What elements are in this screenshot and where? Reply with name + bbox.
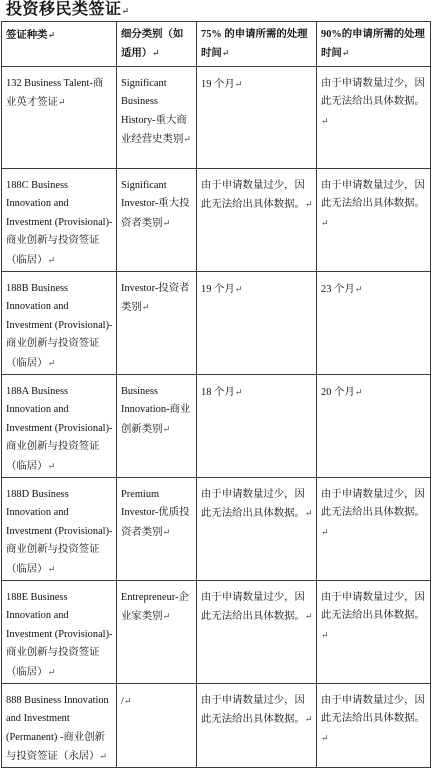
cell-subclass: Business Innovation-商业创新类别↵: [117, 375, 197, 478]
cell-subclass: Significant Investor-重大投资者类别↵: [117, 169, 197, 272]
table-row: [2, 169, 431, 272]
cell-subclass: Investor-投资者类别↵: [117, 272, 197, 375]
cell-75-percent: 19 个月↵: [197, 272, 317, 375]
cell-visa-type: 188A Business Innovation and Investment (Provisional)-商业创新与投资签证（临居）↵: [2, 375, 117, 478]
cell-90-percent: 由于申请数量过少，因此无法给出具体数据。↵: [317, 67, 431, 169]
cell-75-percent: 由于申请数量过少，因此无法给出具体数据。↵: [197, 581, 317, 684]
header-visa-type: 签证种类↵: [2, 22, 117, 67]
cell-90-percent: 23 个月↵: [317, 272, 431, 375]
header-90-percent: 90%的申请所需的处理时间↵: [317, 22, 431, 67]
cell-subclass: /↵: [117, 684, 197, 768]
cell-visa-type: 188B Business Innovation and Investment (Provisional)-商业创新与投资签证（临居）↵: [2, 272, 117, 375]
page-title: 投资移民类签证↵: [6, 1, 130, 18]
table-row: [2, 684, 431, 768]
cell-90-percent: 由于申请数量过少，因此无法给出具体数据。↵: [317, 581, 431, 684]
cell-75-percent: 19 个月↵: [197, 67, 317, 169]
cell-90-percent: 由于申请数量过少，因此无法给出具体数据。↵: [317, 169, 431, 272]
cell-visa-type: 888 Business Innovation and Investment (Permanent) -商业创新与投资签证（永居）↵: [2, 684, 117, 768]
cell-visa-type: 188E Business Innovation and Investment (Provisional)-商业创新与投资签证（临居）↵: [2, 581, 117, 684]
table-row: [2, 375, 431, 478]
cell-90-percent: 由于申请数量过少，因此无法给出具体数据。↵: [317, 684, 431, 768]
cell-75-percent: 由于申请数量过少，因此无法给出具体数据。↵: [197, 684, 317, 768]
table-header-row: [2, 22, 431, 67]
cell-subclass: Significant Business History-重大商业经营史类别↵: [117, 67, 197, 169]
table-row: [2, 478, 431, 581]
cell-90-percent: 由于申请数量过少，因此无法给出具体数据。↵: [317, 478, 431, 581]
cell-75-percent: 18 个月↵: [197, 375, 317, 478]
cell-75-percent: 由于申请数量过少，因此无法给出具体数据。↵: [197, 478, 317, 581]
cell-visa-type: 188C Business Innovation and Investment (Provisional)-商业创新与投资签证（临居）↵: [2, 169, 117, 272]
cell-visa-type: 188D Business Innovation and Investment (Provisional)-商业创新与投资签证（临居）↵: [2, 478, 117, 581]
table-row: [2, 272, 431, 375]
processing-times-table: [1, 21, 431, 768]
header-75-percent: 75% 的申请所需的处理时间↵: [197, 22, 317, 67]
header-subclass: 细分类别（如适用）↵: [117, 22, 197, 67]
table-row: [2, 581, 431, 684]
table-row: [2, 67, 431, 169]
cell-75-percent: 由于申请数量过少，因此无法给出具体数据。↵: [197, 169, 317, 272]
cell-visa-type: 132 Business Talent-商业英才签证↵: [2, 67, 117, 169]
cell-90-percent: 20 个月↵: [317, 375, 431, 478]
paragraph-mark: ↵: [121, 6, 130, 16]
cell-subclass: Entrepreneur-企业家类别↵: [117, 581, 197, 684]
cell-subclass: Premium Investor-优质投资者类别↵: [117, 478, 197, 581]
